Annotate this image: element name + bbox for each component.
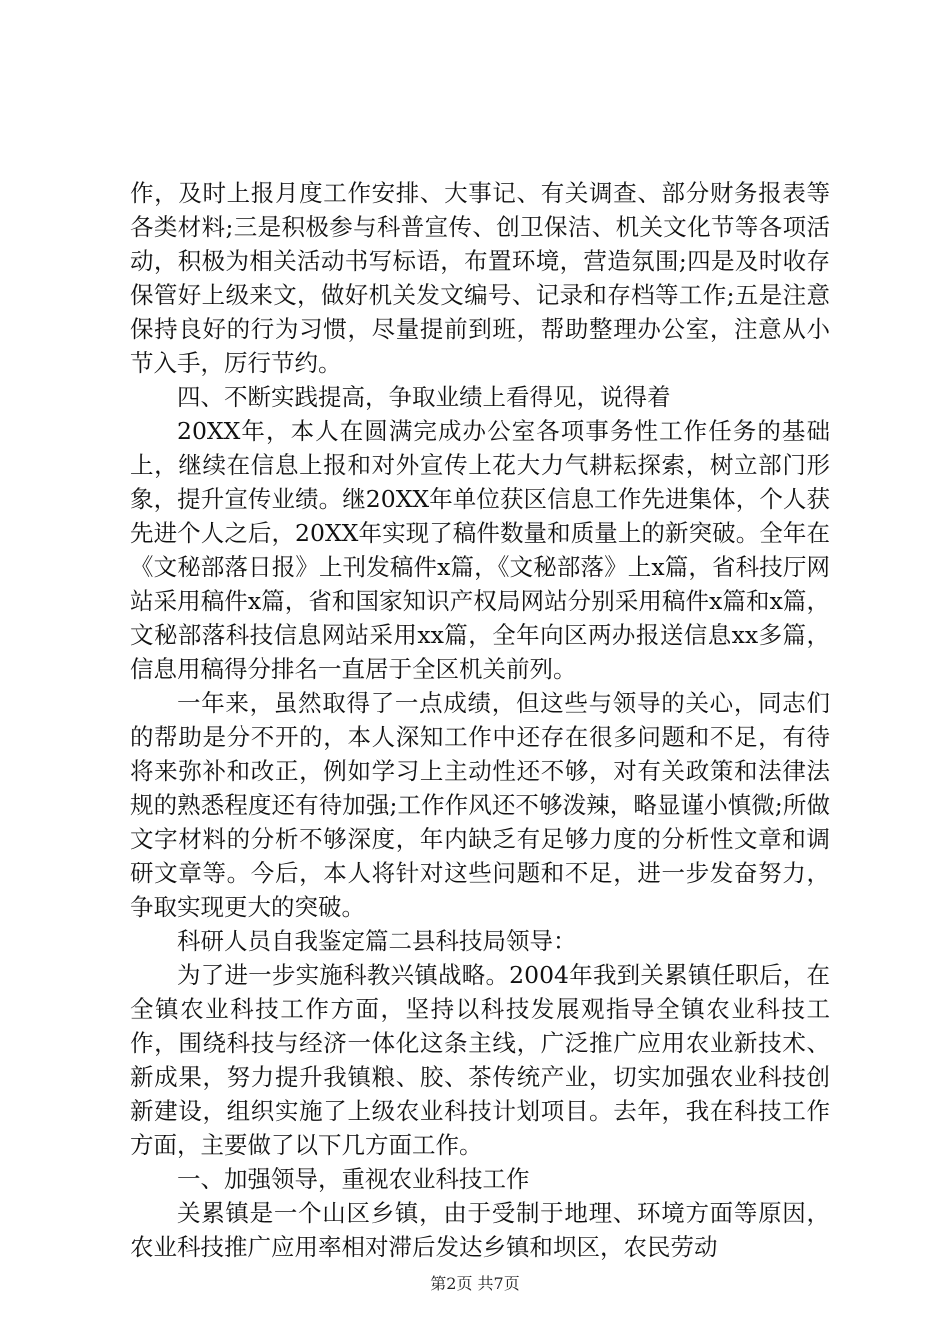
heading-section-1: 一、加强领导，重视农业科技工作 [177, 1165, 530, 1193]
document-body [130, 176, 830, 1264]
paragraph-guanlei: 关累镇是一个山区乡镇，由于受制于地理、环境方面等原因，农业科技推广应用率相对滞后发达乡镇和坝区，农民劳动 [130, 1199, 830, 1261]
paragraph-1: 作，及时上报月度工作安排、大事记、有关调查、部分财务报表等各类材料;三是积极参与科普宣传、创卫保洁、机关文化节等各项活动，积极为相关活动书写标语，布置环境，营造氛围;四是及时收存保管好上级来文，做好机关发文编号、记录和存档等工作;五是注意保持良好的行为习惯，尽量提前到班，帮助整理办公室，注意从小节入手，厉行节约。 [130, 179, 830, 377]
paragraph-intro: 为了进一步实施科教兴镇战略。2004年我到关累镇任职后，在全镇农业科技工作方面，坚持以科技发展观指导全镇农业科技工作，围绕科技与经济一体化这条主线，广泛推广应用农业新技术、新成果，努力提升我镇粮、胶、茶传统产业，切实加强农业科技创新建设，组织实施了上级农业科技计划项目。去年，我在科技工作方面，主要做了以下几方面工作。 [130, 961, 830, 1159]
heading-section-4: 四、不断实践提高，争取业绩上看得见，说得着 [177, 383, 671, 411]
paragraph-summary: 一年来，虽然取得了一点成绩，但这些与领导的关心，同志们的帮助是分不开的，本人深知工作中还存在很多问题和不足，有待将来弥补和改正，例如学习上主动性还不够，对有关政策和法律法规的熟悉程度还有待加强;工作作风还不够泼辣，略显谨小慎微;所做文字材料的分析不够深度，年内缺乏有足够力度的分析性文章和调研文章等。今后，本人将针对这些问题和不足，进一步发奋努力，争取实现更大的突破。 [130, 689, 830, 921]
heading-part-two: 科研人员自我鉴定篇二县科技局领导： [177, 927, 577, 955]
page-number: 第2页 共7页 [430, 1274, 520, 1293]
paragraph-achievements: 20XX年，本人在圆满完成办公室各项事务性工作任务的基础上，继续在信息上报和对外宣传上花大力气耕耘探索，树立部门形象，提升宣传业绩。继20XX年单位获区信息工作先进集体，个人获先进个人之后，20XX年实现了稿件数量和质量上的新突破。全年在《文秘部落日报》上刊发稿件x篇，《文秘部落》上x篇，省科技厅网站采用稿件x篇，省和国家知识产权局网站分别采用稿件x篇和x篇，文秘部落科技信息网站采用xx篇，全年向区两办报送信息xx多篇，信息用稿得分排名一直居于全区机关前列。 [130, 417, 830, 683]
